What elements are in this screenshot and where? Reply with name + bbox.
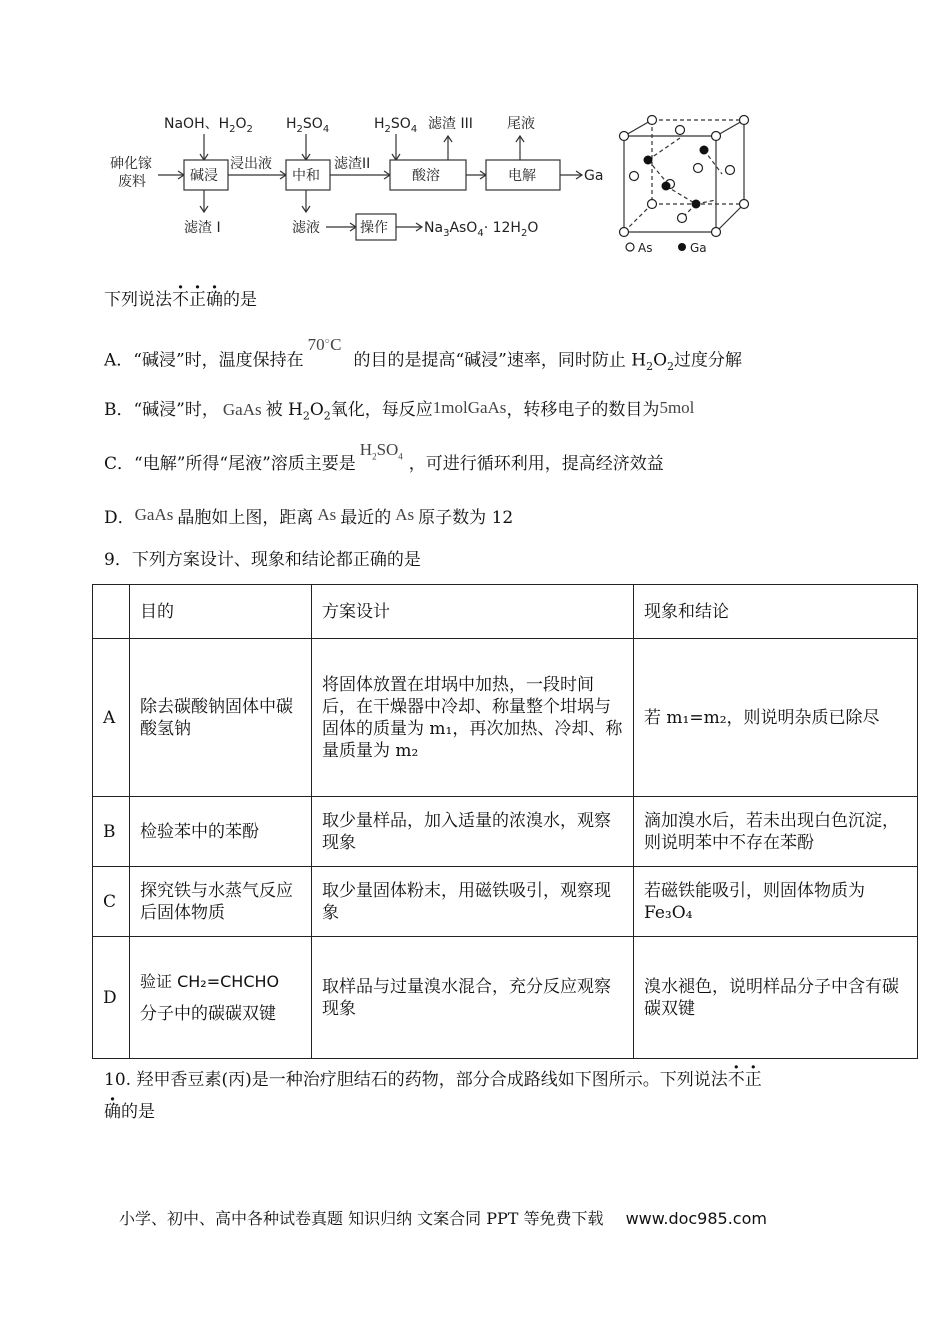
residue-3-label: 滤渣 III <box>428 116 473 132</box>
residue-2-label: 滤渣II <box>334 156 371 172</box>
option-d-label: D． <box>104 508 135 528</box>
page-footer <box>119 1206 767 1229</box>
option-b-formula-1mol: 1molGaAs <box>432 398 507 417</box>
row-label: A <box>93 639 130 797</box>
header-cell-result: 现象和结论 <box>634 585 918 639</box>
q8-option-c <box>104 440 664 482</box>
reagent-naoh-h2o2: NaOH、$H_2O_2$ <box>164 116 253 135</box>
product-salt-label: $Na_3AsO_4\cdot 12H_2O$ <box>424 220 539 239</box>
option-d-formula-as-2: As <box>395 505 415 524</box>
row-result: 溴水褪色，说明样品分子中含有碳碳双键 <box>634 937 918 1059</box>
reagent-h2so4-neutralize: $H_2SO_4$ <box>286 116 330 135</box>
table-row <box>93 937 918 1059</box>
as-legend-marker <box>626 243 634 251</box>
table-row <box>93 867 918 937</box>
row-result: 若磁铁能吸引，则固体物质为 Fe₃O₄ <box>634 867 918 937</box>
residue-1-label: 滤渣 I <box>184 220 221 236</box>
q10-stem-suffix: 的是 <box>121 1102 155 1122</box>
option-b-formula-gaas: GaAs <box>222 400 262 419</box>
q10-stem-prefix: 10. 羟甲香豆素(丙)是一种治疗胆结石的药物，部分合成路线如下图所示。下列说法 <box>104 1070 728 1090</box>
row-result: 若 m₁=m₂，则说明杂质已除尽 <box>634 639 918 797</box>
q10-stem-emph-3: 确 <box>104 1102 121 1122</box>
table-row <box>93 639 918 797</box>
option-b-formula-5mol: 5mol <box>659 398 695 417</box>
q10-stem-line2 <box>104 1100 155 1124</box>
option-a-text: 的目的是提高“碱浸”速率，同时防止 H <box>353 350 647 371</box>
option-d-formula-as-1: As <box>317 505 337 524</box>
q10-stem-emph-2: 正 <box>744 1070 762 1090</box>
footer-url[interactable]: www.doc985.com <box>625 1209 767 1228</box>
feed-label-line1: 砷化镓 <box>110 156 152 172</box>
option-a-temperature: 70○C <box>307 334 342 354</box>
leachate-label: 浸出液 <box>230 156 272 172</box>
q9-table <box>92 584 918 1059</box>
box-acid-dissolve-label: 酸溶 <box>412 168 440 184</box>
header-cell-purpose: 目的 <box>130 585 312 639</box>
table-header-row <box>93 585 918 639</box>
q8-option-b: B．“碱浸”时， GaAs 被 $H_2O_2$氧化，每反应1molGaAs，转移电子的数目为5mol <box>104 398 695 423</box>
option-c-label: C．“电解”所得“尾液”溶质主要是 <box>104 454 356 474</box>
q8-stem-emph-1: 不 <box>172 290 189 310</box>
process-flowchart <box>100 108 610 248</box>
q8-stem-suffix: 的是 <box>223 290 257 310</box>
row-result: 滴加溴水后，若未出现白色沉淀，则说明苯中不存在苯酚 <box>634 797 918 867</box>
row-label: B <box>93 797 130 867</box>
row-purpose-text: 分子中的碳碳双键 <box>140 1003 276 1024</box>
q8-option-a: A．“碱浸”时，温度保持在70○C的目的是提高“碱浸”速率，同时防止 $H_2O_2$过度分解 <box>104 334 743 374</box>
row-purpose-formula: 验证 CH₂=CHCHO <box>140 971 280 991</box>
row-design: 取少量样品，加入适量的浓溴水，观察现象 <box>312 797 634 867</box>
q8-stem-prefix: 下列说法 <box>104 290 172 310</box>
q8-option-d: D．GaAs 晶胞如上图，距离 As 最近的 As 原子数为 12 <box>104 505 514 528</box>
q10-stem-emph-1: 不 <box>727 1070 745 1090</box>
header-cell-blank <box>93 585 130 639</box>
option-b-label: B．“碱浸”时， <box>104 400 219 420</box>
gaas-unit-cell-diagram <box>612 108 762 258</box>
box-operation-label: 操作 <box>360 220 388 236</box>
row-purpose: 探究铁与水蒸气反应后固体物质 <box>130 867 312 937</box>
q10-stem-line1 <box>104 1068 762 1092</box>
table-row <box>93 797 918 867</box>
header-cell-design: 方案设计 <box>312 585 634 639</box>
option-c-text: ，可进行循环利用，提高经济效益 <box>408 454 664 474</box>
row-design: 取样品与过量溴水混合，充分反应观察现象 <box>312 937 634 1059</box>
as-legend-label: As <box>638 241 653 255</box>
row-label: D <box>93 937 130 1059</box>
row-purpose: 检验苯中的苯酚 <box>130 797 312 867</box>
filtrate-label: 滤液 <box>292 220 320 236</box>
row-purpose: 除去碳酸钠固体中碳酸氢钠 <box>130 639 312 797</box>
ga-legend-label: Ga <box>690 241 707 255</box>
option-c-formula-h2so4: $H_2SO_4$ <box>359 440 403 462</box>
row-design: 取少量固体粉末，用磁铁吸引，观察现象 <box>312 867 634 937</box>
ga-legend-marker <box>678 243 686 251</box>
row-design: 将固体放置在坩埚中加热，一段时间后，在干燥器中冷却、称量整个坩埚与固体的质量为 m₁，再次加热、冷却、称量质量为 m₂ <box>312 639 634 797</box>
feed-label-line2: 废料 <box>118 174 146 190</box>
box-neutralize-label: 中和 <box>292 168 320 184</box>
row-label: C <box>93 867 130 937</box>
row-purpose <box>130 937 312 1059</box>
box-electrolysis-label: 电解 <box>508 168 536 184</box>
q8-stem-emph-2: 正 <box>189 290 206 310</box>
box-alkali-leach-label: 碱浸 <box>190 168 218 184</box>
tail-liquid-label: 尾液 <box>507 116 535 132</box>
q8-stem <box>104 288 257 312</box>
product-ga-label: Ga <box>584 168 604 184</box>
footer-text: 小学、初中、高中各种试卷真题 知识归纳 文案合同 PPT 等免费下载 <box>119 1209 604 1228</box>
q9-stem: 9．下列方案设计、现象和结论都正确的是 <box>104 550 421 570</box>
reagent-h2so4-acid: $H_2SO_4$ <box>374 116 418 135</box>
q8-stem-emph-3: 确 <box>206 290 223 310</box>
option-d-formula-gaas: GaAs <box>134 505 174 524</box>
option-a-label: A．“碱浸”时，温度保持在 <box>104 350 304 371</box>
